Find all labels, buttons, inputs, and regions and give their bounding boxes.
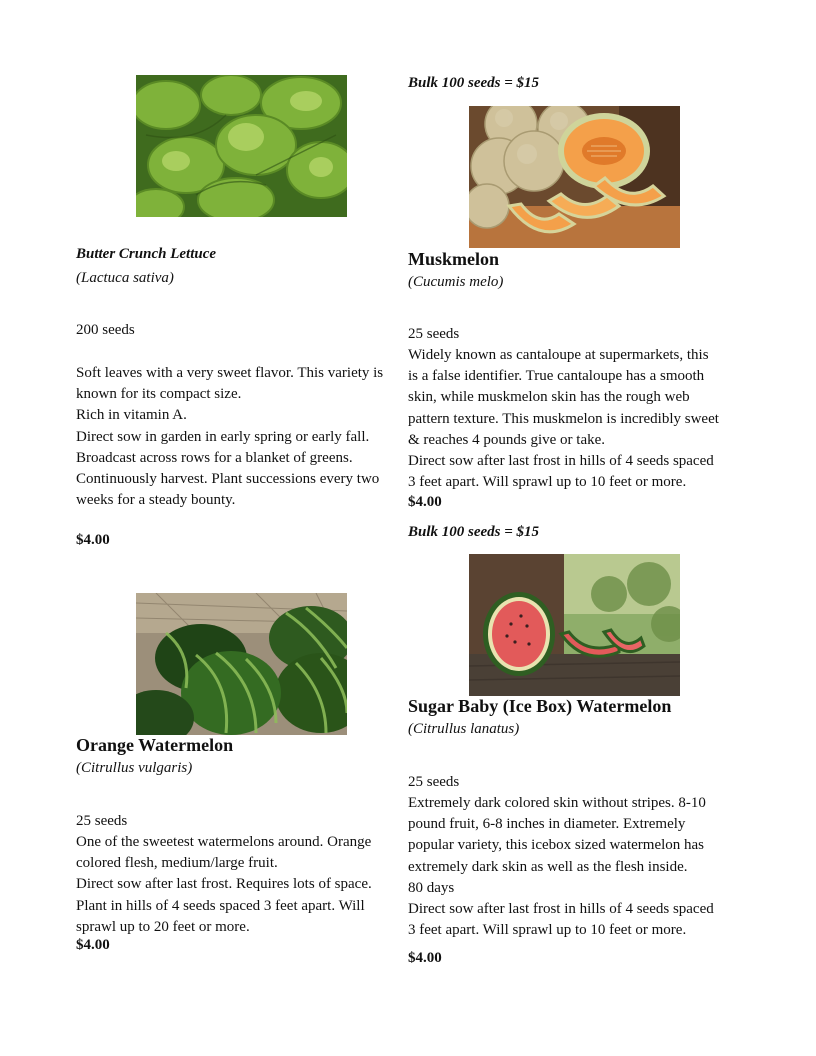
lettuce-description (76, 363, 383, 511)
description-line: Plant in hills of 4 seeds spaced 3 feet apart. Will (76, 897, 365, 914)
description-line: Broadcast across rows for a blanket of greens. (76, 449, 353, 466)
description-line: Continuously harvest. Plant successions every two (76, 471, 380, 488)
description-line: pound fruit, 6-8 inches in diameter. Extremely (408, 816, 686, 833)
description-line: Rich in vitamin A. (76, 407, 187, 424)
description-line: 3 feet apart. Will sprawl up to 10 feet or more. (408, 922, 687, 939)
orange-watermelon-description (76, 832, 372, 938)
bulk-offer-top: Bulk 100 seeds = $15 (408, 75, 540, 91)
sugar-baby-description (408, 793, 714, 941)
muskmelon-title: Muskmelon (408, 249, 500, 269)
description-line: One of the sweetest watermelons around. Orange (76, 834, 372, 850)
description-line: known for its compact size. (76, 386, 242, 403)
description-line: Widely known as cantaloupe at supermarkets, this (408, 347, 709, 363)
description-line: Direct sow after last frost. Requires lots of space. (76, 876, 372, 893)
description-line: & reaches 4 pounds give or take. (408, 431, 606, 448)
description-line: Direct sow after last frost in hills of 4 seeds spaced (408, 453, 714, 470)
description-line: sprawl up to 20 feet or more. (76, 918, 250, 935)
lettuce-seed-count: 200 seeds (76, 322, 135, 338)
sugar-baby-seed-count: 25 seeds (408, 774, 460, 790)
description-line: 3 feet apart. Will sprawl up to 10 feet or more. (408, 474, 687, 491)
description-line: skin, while muskmelon skin has the rough web (408, 389, 690, 406)
muskmelon-scientific-name: (Cucumis melo) (408, 274, 504, 290)
orange-watermelon-title: Orange Watermelon (76, 735, 234, 755)
description-line: Soft leaves with a very sweet flavor. This variety is (76, 365, 384, 381)
watermelon-pile-image (136, 593, 347, 735)
description-line: Direct sow in garden in early spring or early fall. (76, 428, 370, 445)
lettuce-price: $4.00 (76, 532, 110, 548)
orange-watermelon-price: $4.00 (76, 937, 110, 953)
description-line: Extremely dark colored skin without stripes. 8-10 (408, 795, 706, 811)
muskmelon-seed-count: 25 seeds (408, 326, 460, 342)
description-line: extremely dark skin as well as the flesh inside. (408, 858, 688, 875)
cantaloupe-image (469, 106, 680, 248)
description-line: popular variety, this icebox sized watermelon has (408, 837, 705, 854)
bulk-offer-middle: Bulk 100 seeds = $15 (408, 524, 540, 540)
description-line: is a false identifier. True cantaloupe has a smooth (408, 368, 705, 385)
sugar-baby-scientific-name: (Citrullus lanatus) (408, 721, 520, 737)
orange-watermelon-scientific-name: (Citrullus vulgaris) (76, 760, 193, 776)
orange-watermelon-seed-count: 25 seeds (76, 813, 128, 829)
sliced-watermelon-image (469, 554, 680, 696)
lettuce-scientific-name: (Lactuca sativa) (76, 270, 174, 286)
sugar-baby-title: Sugar Baby (Ice Box) Watermelon (408, 696, 672, 716)
description-line: weeks for a steady bounty. (76, 492, 236, 509)
sugar-baby-price: $4.00 (408, 950, 442, 966)
muskmelon-price: $4.00 (408, 494, 442, 510)
lettuce-image (136, 75, 347, 217)
description-line: Direct sow after last frost in hills of 4 seeds spaced (408, 901, 714, 918)
description-line: pattern texture. This muskmelon is incredibly sweet (408, 410, 719, 427)
description-line: colored flesh, medium/large fruit. (76, 855, 278, 872)
muskmelon-description (408, 345, 719, 493)
lettuce-title: Butter Crunch Lettuce (76, 246, 217, 262)
description-line: 80 days (408, 879, 455, 896)
